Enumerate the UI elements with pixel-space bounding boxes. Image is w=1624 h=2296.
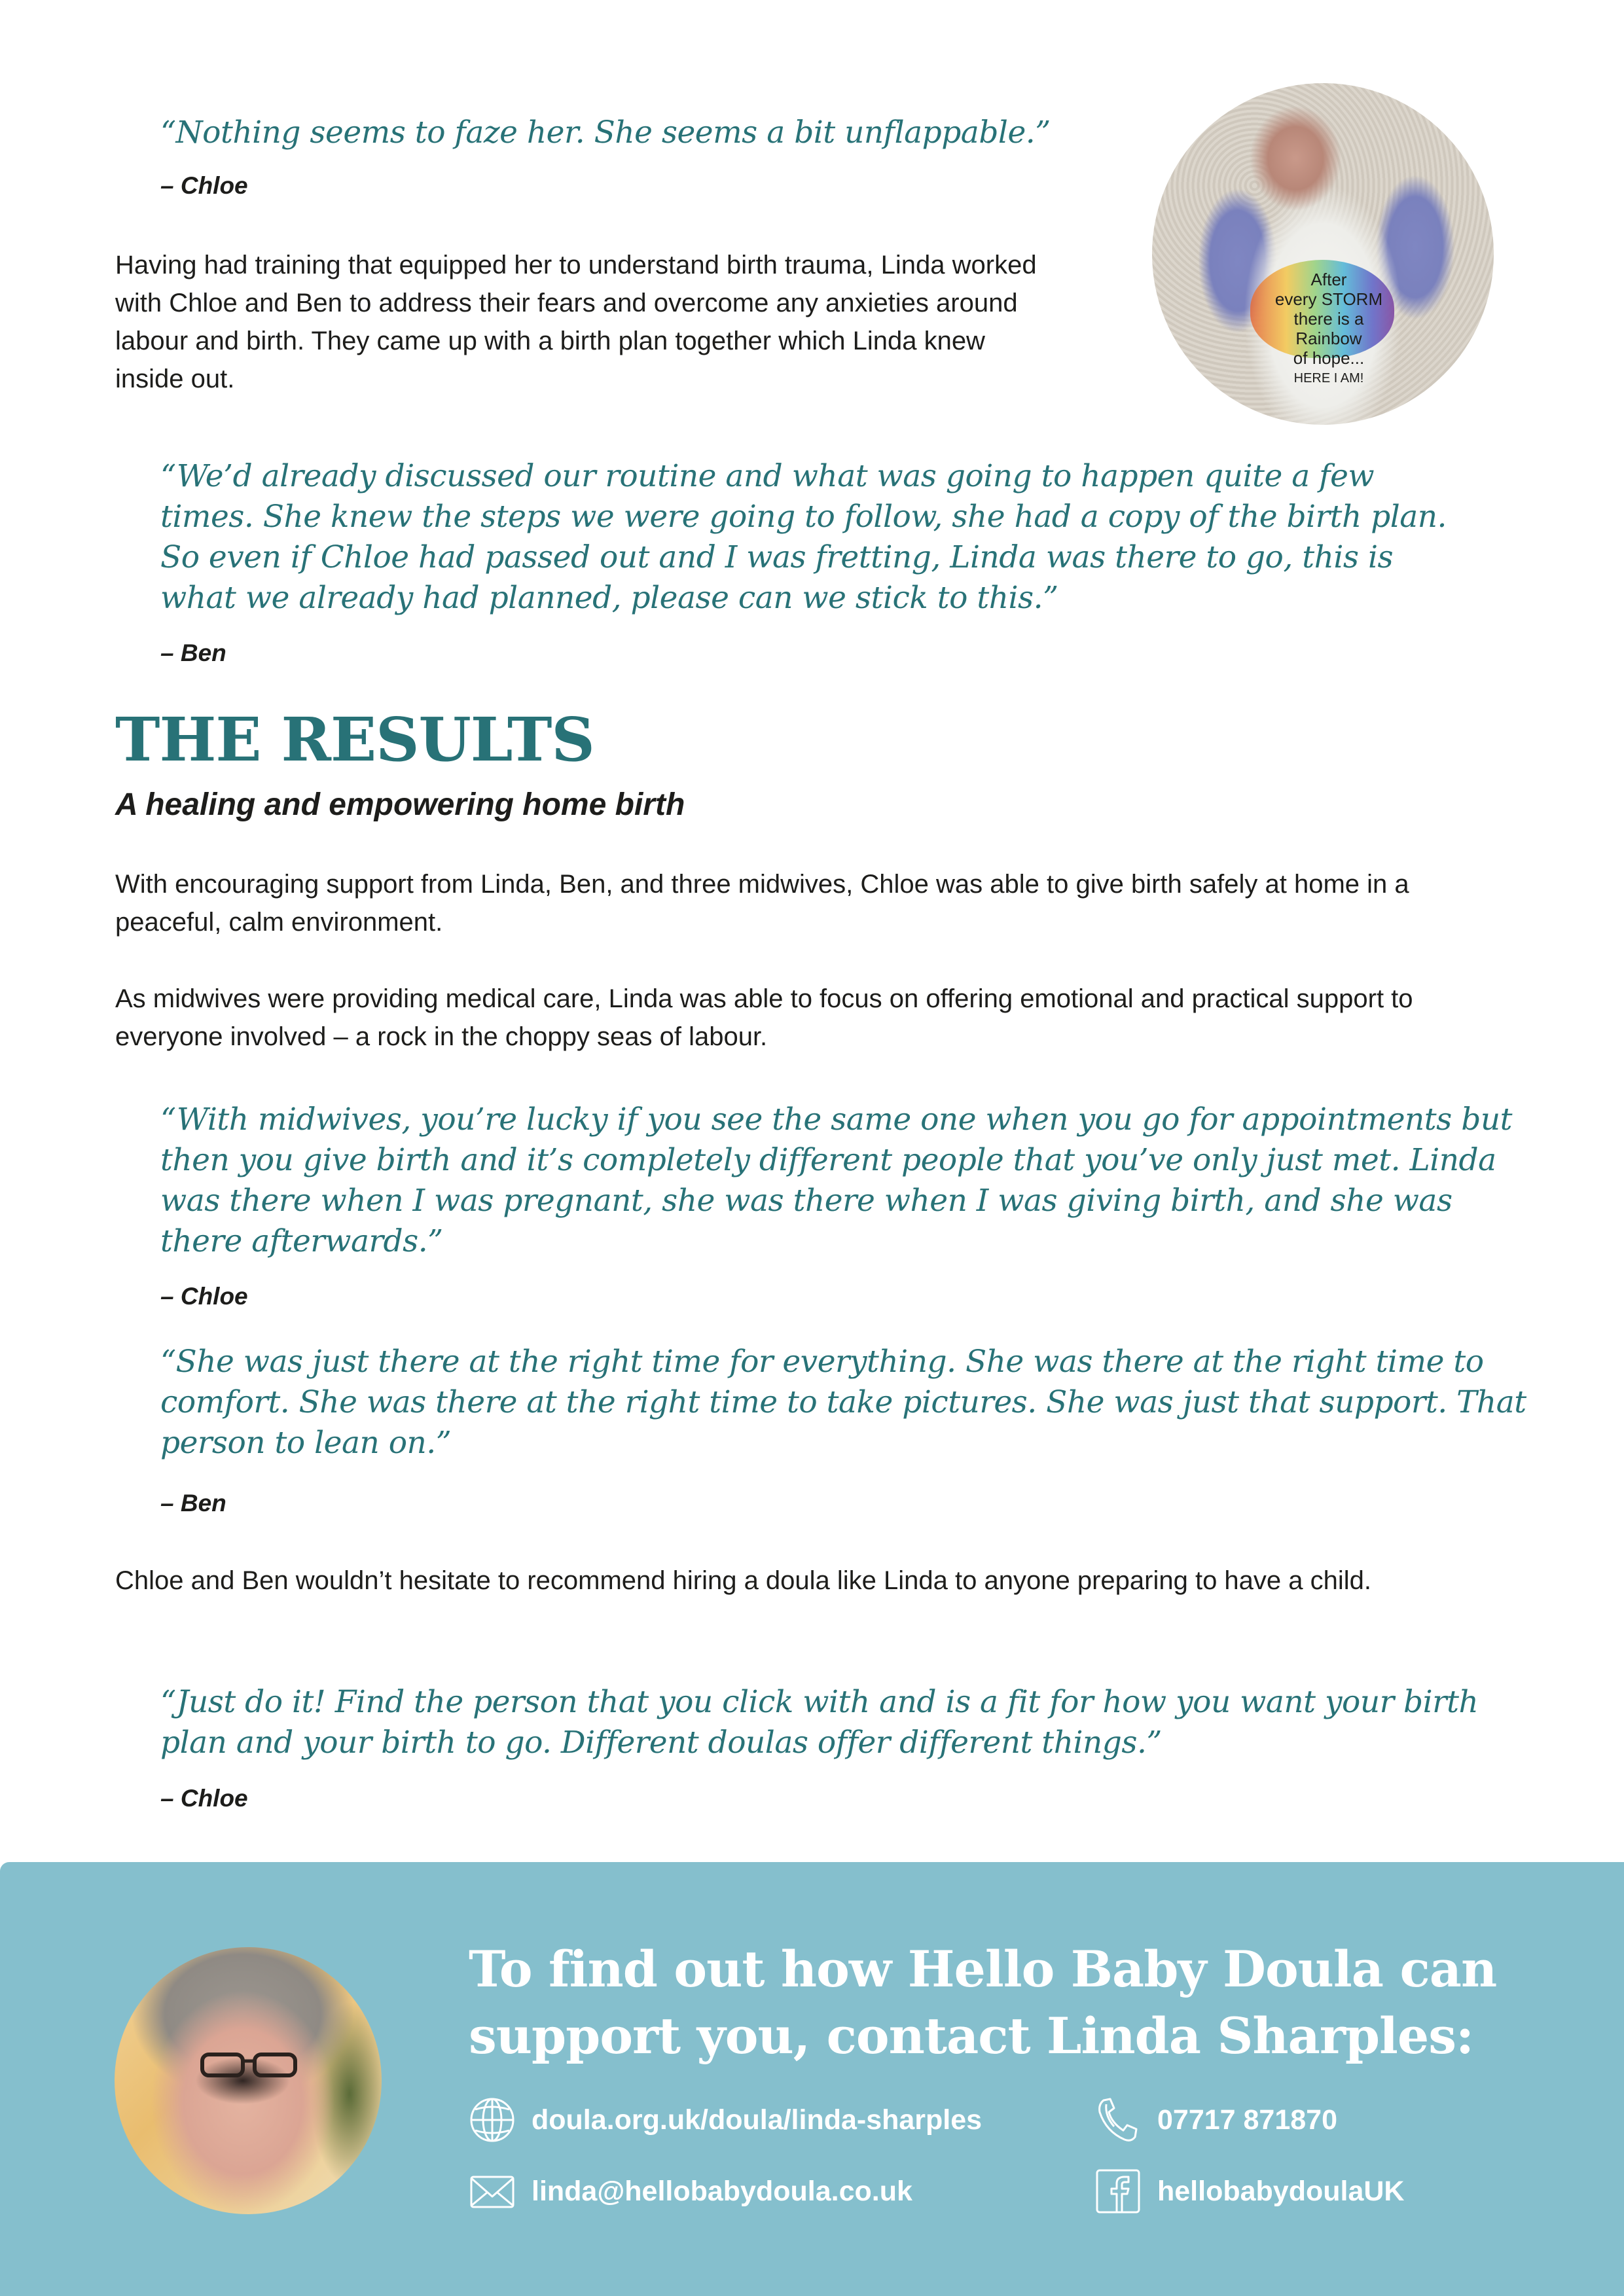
- envelope-icon: [469, 2168, 516, 2215]
- testimonial-attribution: – Ben: [160, 1490, 226, 1516]
- facebook-link[interactable]: [1094, 2168, 1404, 2215]
- glasses-shape: [200, 2052, 298, 2078]
- body-paragraph-recommend: Chloe and Ben wouldn’t hesitate to recommend hiring a doula like Linda to anyone preparing to have a child.: [115, 1566, 1372, 1595]
- baby-photo: [1152, 83, 1494, 425]
- testimonial-attribution: – Ben: [160, 639, 226, 666]
- section-subheading: A healing and empowering home birth: [115, 787, 685, 822]
- baby-shirt-text: After every STORM there is a Rainbow of hope...: [1274, 270, 1383, 368]
- facebook-icon: [1094, 2168, 1142, 2215]
- website-text: doula.org.uk/doula/linda-sharples: [532, 2104, 983, 2136]
- body-paragraph-home-birth: With encouraging support from Linda, Ben, and three midwives, Chloe was able to give birth safely at home in a peaceful, calm environment.: [115, 870, 1409, 937]
- body-paragraph-emotional-support: As midwives were providing medical care, Linda was able to focus on offering emotional and practical support to everyone involved – a rock in the choppy seas of labour.: [115, 984, 1413, 1051]
- baby-shirt-subtext: HERE I AM!: [1293, 371, 1364, 386]
- contact-call-to-action: To find out how Hello Baby Doula can support you, contact Linda Sharples:: [469, 1940, 1497, 2065]
- linda-sharples-photo: [115, 1947, 382, 2214]
- body-paragraph-birth-trauma: Having had training that equipped her to understand birth trauma, Linda worked with Chloe and Ben to address their fears and overcome any anxieties around labour and birth. They came up with a birth plan together which Linda knew inside out.: [115, 251, 1037, 393]
- testimonial-attribution: – Chloe: [160, 1785, 248, 1812]
- phone-link[interactable]: [1094, 2096, 1337, 2144]
- testimonial-quote-ben-right-time: “She was just there at the right time for everything. She was there at the right time to comfort. She was there at the right time to take pictures. She was just that support. That person to lean on.”: [160, 1344, 1526, 1461]
- testimonial-quote-chloe-just-do-it: “Just do it! Find the person that you click with and is a fit for how you want your birth plan and your birth to go. Different doulas offer different things.”: [160, 1684, 1479, 1761]
- email-link[interactable]: [469, 2168, 912, 2215]
- phone-number: 07717 871870: [1157, 2104, 1338, 2136]
- phone-icon: [1094, 2096, 1142, 2144]
- testimonial-quote-ben-birth-plan: “We’d already discussed our routine and what was going to happen quite a few times. She knew the steps we were going to follow, she had a copy of the birth plan. So even if Chloe had passed out and I was fretting, Linda was there to go, this is what we already had planned, please can we stick to this.”: [160, 458, 1447, 616]
- testimonial-attribution: – Chloe: [160, 172, 248, 199]
- section-heading: THE RESULTS: [115, 704, 594, 775]
- testimonial-attribution: – Chloe: [160, 1283, 248, 1310]
- testimonial-quote-chloe-midwives: “With midwives, you’re lucky if you see the same one when you go for appointments but then you give birth and it’s completely different people that you’ve only just met. Linda was there when I was pregnant, she was there when I was giving birth, and she was there afterwards.”: [160, 1102, 1512, 1259]
- testimonial-quote-chloe-unflappable: “Nothing seems to faze her. She seems a bit unflappable.”: [160, 115, 1051, 151]
- globe-icon: [469, 2096, 516, 2144]
- website-link[interactable]: [469, 2096, 982, 2144]
- facebook-handle: hellobabydoulaUK: [1157, 2175, 1405, 2207]
- email-address: linda@hellobabydoula.co.uk: [532, 2175, 912, 2207]
